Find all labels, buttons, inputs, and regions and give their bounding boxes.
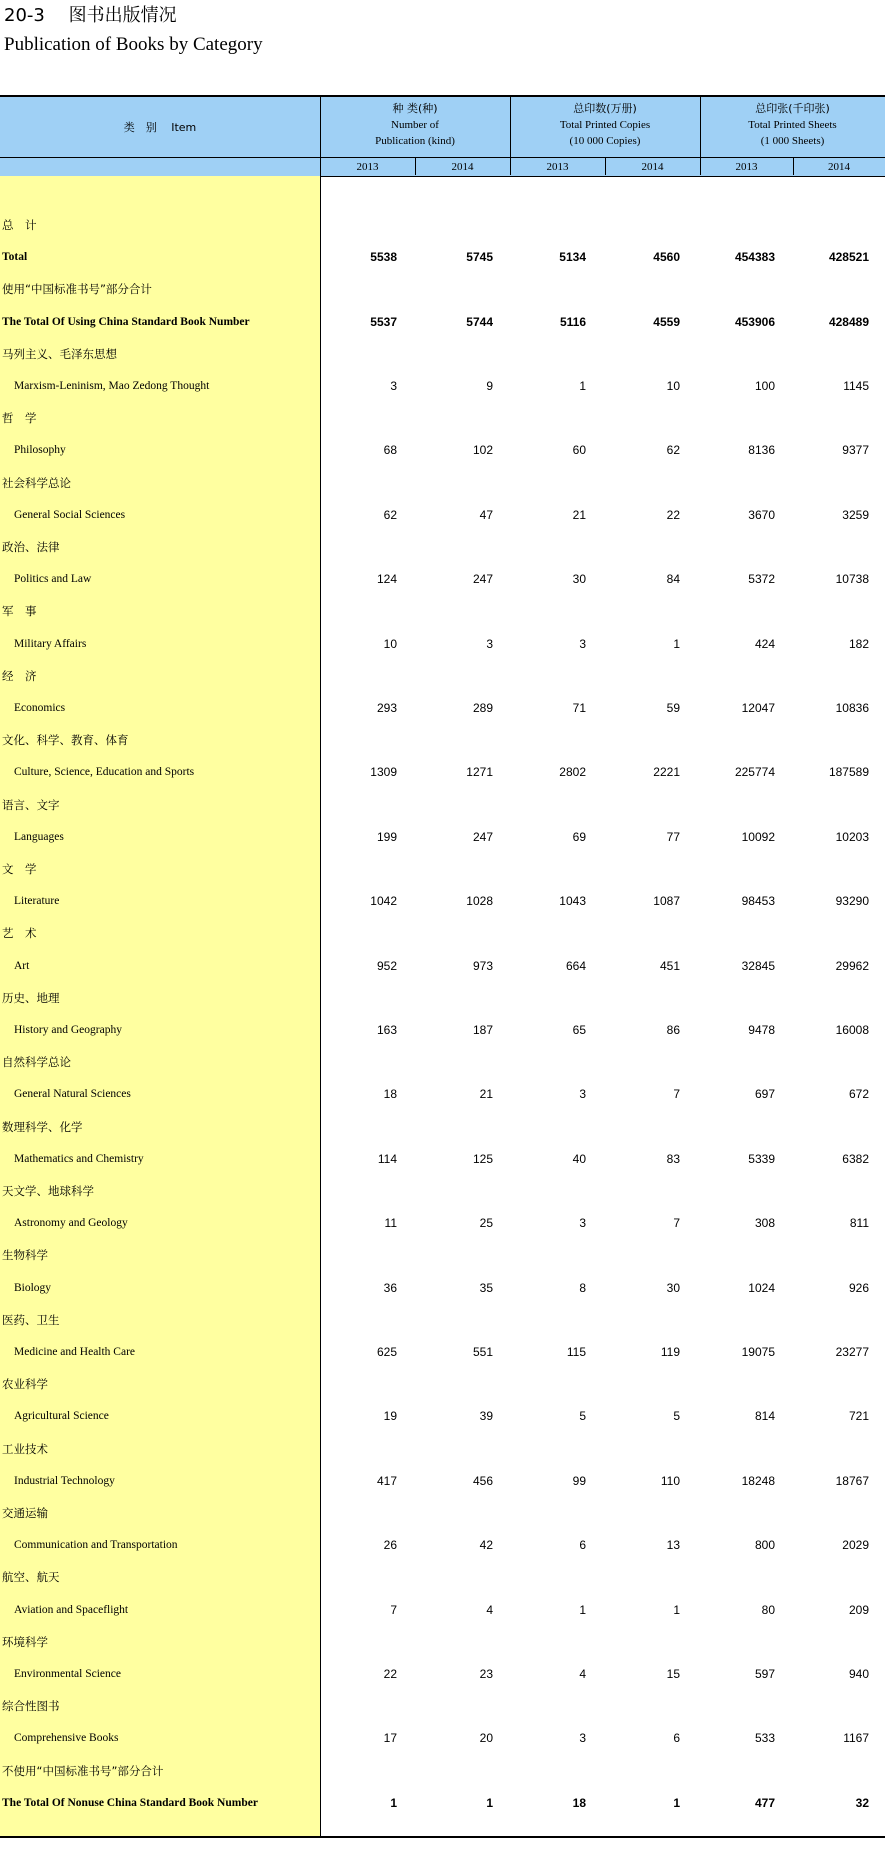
title-block: [4, 4, 263, 58]
table-row: [0, 982, 885, 1014]
row-label: Politics and Law: [14, 573, 92, 586]
cell-value: 125: [472, 1151, 493, 1166]
table-row: [0, 1304, 885, 1336]
table-row: [0, 1400, 885, 1432]
table-row: [0, 660, 885, 692]
cell-value: 59: [666, 701, 680, 715]
row-label: Mathematics and Chemistry: [14, 1152, 144, 1165]
cell-value: 551: [472, 1345, 493, 1359]
cell-value: 3: [390, 379, 397, 393]
cell-value: 19: [383, 1409, 397, 1424]
table-row: [0, 1272, 885, 1304]
row-label: Culture, Science, Education and Sports: [14, 766, 195, 779]
cell-value: 68: [383, 443, 397, 458]
cell-value: 5744: [466, 314, 493, 329]
cell-value: 9: [486, 379, 493, 393]
cell-value: 18767: [835, 1473, 869, 1488]
table-row: [0, 853, 885, 885]
cell-value: 1: [579, 379, 586, 393]
col-divider: [700, 97, 701, 175]
row-label: Aviation and Spaceflight: [14, 1603, 129, 1616]
cell-value: 9377: [842, 443, 869, 458]
table-row: [0, 1207, 885, 1239]
cell-value: 93290: [835, 894, 869, 909]
col-divider: [605, 157, 606, 175]
row-label: 农业科学: [2, 1377, 48, 1392]
row-label: 经 济: [2, 668, 37, 683]
cell-value: 5537: [370, 314, 397, 329]
table-row: [0, 1014, 885, 1046]
row-label: Literature: [14, 895, 60, 908]
table-row: [0, 950, 885, 982]
table-row: [0, 370, 885, 402]
cell-value: 3: [579, 636, 586, 651]
cell-value: 5116: [559, 314, 586, 329]
table-row: [0, 306, 885, 338]
cell-value: 4: [486, 1602, 493, 1617]
row-label: General Social Sciences: [14, 508, 126, 521]
cell-value: 428521: [828, 250, 869, 265]
row-label: 工业技术: [2, 1441, 48, 1456]
year-header: 2014: [828, 161, 850, 173]
cell-value: 163: [376, 1023, 397, 1037]
row-label: History and Geography: [14, 1024, 122, 1036]
cell-value: 428489: [828, 314, 869, 329]
cell-value: 417: [376, 1473, 397, 1488]
cell-value: 102: [472, 443, 493, 458]
row-label: 综合性图书: [2, 1699, 60, 1714]
row-label: The Total Of Using China Standard Book Number: [2, 315, 250, 328]
table-row: [0, 1722, 885, 1754]
row-label: 军 事: [2, 604, 37, 619]
cell-value: 477: [754, 1795, 775, 1810]
cell-value: 187: [472, 1023, 493, 1037]
cell-value: 811: [849, 1216, 869, 1231]
table-row: [0, 209, 885, 241]
cell-value: 3259: [842, 507, 869, 522]
row-label: 数理科学、化学: [2, 1119, 83, 1134]
table-row: [0, 1175, 885, 1207]
cell-value: 80: [761, 1602, 775, 1617]
row-label: 语言、文字: [2, 797, 60, 812]
item-header: 类 别 Item: [123, 121, 197, 134]
row-label: 生物科学: [2, 1248, 48, 1263]
table-row: [0, 1529, 885, 1561]
cell-value: 1: [579, 1602, 586, 1617]
cell-value: 119: [660, 1345, 680, 1359]
cell-value: 424: [754, 636, 775, 651]
cell-value: 36: [383, 1280, 397, 1295]
cell-value: 1043: [559, 894, 586, 909]
row-label: 不使用“中国标准书号”部分合计: [2, 1763, 164, 1778]
table-row: [0, 756, 885, 788]
cell-value: 182: [848, 636, 869, 651]
table-row: [0, 434, 885, 466]
table-row: [0, 885, 885, 917]
cell-value: 32845: [741, 958, 775, 973]
cell-value: 1167: [843, 1731, 869, 1746]
row-label: 使用“中国标准书号”部分合计: [2, 282, 152, 297]
table-row: [0, 1046, 885, 1078]
row-label: Industrial Technology: [14, 1474, 115, 1487]
table-row: [0, 789, 885, 821]
table-row: [0, 1594, 885, 1626]
cell-value: 115: [566, 1345, 586, 1359]
cell-value: 973: [472, 958, 493, 973]
cell-value: 4559: [653, 314, 680, 329]
year-header: 2013: [546, 161, 569, 173]
cell-value: 3670: [748, 507, 775, 522]
table-row: [0, 1111, 885, 1143]
cell-value: 60: [572, 443, 586, 458]
cell-value: 8136: [748, 443, 775, 458]
cell-value: 69: [572, 829, 586, 844]
cell-value: 5134: [559, 250, 586, 265]
cell-value: 1: [673, 1602, 680, 1617]
table-row: [0, 338, 885, 370]
cell-value: 800: [754, 1538, 775, 1553]
row-label: 历史、地理: [2, 990, 60, 1005]
table-row: [0, 628, 885, 660]
cell-value: 1024: [748, 1280, 775, 1295]
table-row: [0, 563, 885, 595]
year-header: 2013: [735, 161, 758, 173]
cell-value: 187589: [828, 765, 869, 780]
cell-value: 453906: [734, 314, 775, 329]
cell-value: 2802: [559, 765, 586, 780]
table-row: [0, 1658, 885, 1690]
cell-value: 12047: [741, 701, 775, 715]
row-label: 交通运输: [2, 1506, 48, 1520]
cell-value: 19075: [741, 1345, 775, 1359]
row-label: Art: [14, 959, 30, 972]
table-row: [0, 499, 885, 531]
table-row: [0, 1078, 885, 1110]
cell-value: 16008: [835, 1023, 869, 1037]
table-row: [0, 1755, 885, 1787]
cell-value: 456: [472, 1473, 493, 1488]
row-label: 医药、卫生: [2, 1312, 60, 1327]
cell-value: 926: [848, 1280, 869, 1295]
cell-value: 697: [754, 1087, 775, 1102]
table-row: [0, 821, 885, 853]
cell-value: 65: [572, 1023, 586, 1037]
cell-value: 18248: [741, 1473, 775, 1488]
cell-value: 625: [376, 1345, 397, 1359]
cell-value: 4: [579, 1667, 586, 1681]
cell-value: 940: [848, 1667, 869, 1681]
cell-value: 29962: [835, 958, 869, 973]
bottom-rule: [0, 1836, 885, 1838]
cell-value: 21: [572, 507, 586, 522]
cell-value: 4560: [653, 250, 680, 265]
cell-value: 952: [376, 958, 397, 973]
cell-value: 62: [383, 507, 397, 522]
table-row: [0, 241, 885, 273]
row-label: 艺 术: [2, 926, 37, 941]
cell-value: 100: [754, 379, 775, 393]
row-label: Environmental Science: [14, 1668, 121, 1680]
cell-value: 21: [479, 1087, 493, 1102]
cell-value: 5339: [748, 1151, 775, 1166]
cell-value: 9478: [748, 1023, 775, 1037]
cell-value: 23277: [835, 1345, 869, 1359]
row-label: 马列主义、毛泽东思想: [2, 346, 117, 361]
table-row: [0, 1239, 885, 1271]
table-row: [0, 1433, 885, 1465]
row-label: Languages: [14, 830, 64, 843]
table-row: [0, 1561, 885, 1593]
table-row: [0, 273, 885, 305]
cell-value: 597: [754, 1667, 775, 1681]
cell-value: 10: [383, 636, 397, 651]
row-label: Comprehensive Books: [14, 1732, 119, 1745]
cell-value: 6382: [842, 1151, 869, 1166]
cell-value: 77: [666, 829, 680, 844]
cell-value: 98453: [741, 894, 775, 909]
cell-value: 62: [666, 443, 680, 458]
cell-value: 10738: [835, 572, 869, 587]
cell-value: 1: [673, 636, 680, 651]
table-row: [0, 917, 885, 949]
cell-value: 293: [376, 701, 397, 715]
row-label: Total: [2, 251, 28, 264]
cell-value: 42: [479, 1538, 493, 1553]
cell-value: 83: [666, 1151, 680, 1166]
col-divider: [793, 157, 794, 175]
group-header-kinds: 种 类(种) Number of Publication (kind): [375, 102, 455, 147]
cell-value: 5: [579, 1409, 586, 1424]
cell-value: 2221: [653, 765, 680, 780]
cell-value: 5: [673, 1409, 680, 1424]
group-header-sheets: 总印张(千印张) Total Printed Sheets (1 000 Sheets): [748, 102, 837, 147]
cell-value: 40: [572, 1151, 586, 1166]
table-row: [0, 595, 885, 627]
row-label: 政治、法律: [2, 540, 60, 554]
cell-value: 30: [666, 1280, 680, 1295]
cell-value: 114: [377, 1151, 397, 1166]
cell-value: 86: [666, 1023, 680, 1037]
cell-value: 308: [754, 1216, 775, 1231]
row-label: 哲 学: [2, 411, 37, 426]
cell-value: 10092: [741, 829, 775, 844]
table-row: [0, 1368, 885, 1400]
cell-value: 7: [390, 1602, 397, 1617]
cell-value: 721: [848, 1409, 869, 1424]
cell-value: 7: [673, 1216, 680, 1231]
cell-value: 3: [486, 636, 493, 651]
table-row: [0, 531, 885, 563]
cell-value: 22: [666, 507, 680, 522]
cell-value: 209: [848, 1602, 869, 1617]
row-label: Military Affairs: [14, 637, 87, 650]
cell-value: 5372: [748, 572, 775, 587]
cell-value: 814: [754, 1409, 775, 1424]
cell-value: 17: [383, 1731, 397, 1746]
row-label: 天文学、地球科学: [2, 1184, 94, 1198]
table-row: [0, 1143, 885, 1175]
row-label: The Total Of Nonuse China Standard Book Number: [2, 1796, 258, 1809]
cell-value: 84: [666, 572, 680, 587]
cell-value: 47: [479, 507, 493, 522]
year-header: 2013: [356, 161, 379, 173]
cell-value: 6: [579, 1538, 586, 1553]
cell-value: 199: [376, 829, 397, 844]
cell-value: 15: [666, 1667, 680, 1681]
row-label: 社会科学总论: [2, 475, 71, 490]
row-label: 文 学: [2, 862, 37, 876]
cell-value: 25: [479, 1216, 493, 1231]
row-label: Medicine and Health Care: [14, 1346, 136, 1358]
cell-value: 124: [376, 572, 397, 587]
table-row: [0, 1787, 885, 1819]
cell-value: 22: [383, 1667, 397, 1681]
table-title-cn: 20-3 图书出版情况: [4, 5, 177, 26]
row-label: 自然科学总论: [2, 1055, 71, 1070]
table-row: [0, 467, 885, 499]
cell-value: 247: [472, 829, 493, 844]
row-label: Marxism-Leninism, Mao Zedong Thought: [14, 380, 210, 392]
cell-value: 1042: [370, 894, 397, 909]
cell-value: 32: [855, 1795, 869, 1810]
cell-value: 20: [479, 1731, 493, 1746]
row-label: Economics: [14, 702, 66, 714]
cell-value: 26: [383, 1538, 397, 1553]
row-label: Biology: [14, 1281, 52, 1294]
cell-value: 1145: [843, 379, 869, 393]
cell-value: 11: [384, 1216, 397, 1231]
cell-value: 454383: [734, 250, 775, 265]
cell-value: 23: [479, 1667, 493, 1681]
cell-value: 1: [486, 1795, 493, 1810]
table-title-en: Publication of Books by Category: [4, 34, 263, 55]
row-label: 文化、科学、教育、体育: [2, 733, 129, 748]
year-header: 2014: [641, 161, 664, 173]
cell-value: 225774: [734, 765, 775, 780]
cell-value: 35: [479, 1280, 493, 1295]
cell-value: 3: [579, 1087, 586, 1102]
table-row: [0, 1690, 885, 1722]
cell-value: 10203: [835, 829, 869, 844]
cell-value: 39: [479, 1409, 493, 1424]
cell-value: 1: [390, 1795, 397, 1810]
cell-value: 3: [579, 1216, 586, 1231]
year-header: 2014: [451, 161, 474, 173]
cell-value: 6: [673, 1731, 680, 1746]
table-row: [0, 1626, 885, 1658]
table-row: [0, 402, 885, 434]
cell-value: 1028: [466, 894, 493, 909]
table-row: [0, 692, 885, 724]
cell-value: 3: [579, 1731, 586, 1746]
cell-value: 664: [565, 958, 586, 973]
cell-value: 533: [754, 1731, 775, 1746]
cell-value: 1087: [653, 894, 680, 909]
table-row: [0, 1497, 885, 1529]
row-label: 环境科学: [2, 1634, 48, 1649]
cell-value: 30: [572, 572, 586, 587]
col-divider: [415, 157, 416, 175]
row-label: Astronomy and Geology: [14, 1217, 128, 1230]
cell-value: 10836: [835, 701, 869, 715]
cell-value: 5745: [466, 250, 493, 265]
cell-value: 99: [572, 1473, 586, 1488]
cell-value: 8: [579, 1280, 586, 1295]
cell-value: 247: [472, 572, 493, 587]
cell-value: 10: [666, 379, 680, 393]
table-row: [0, 1336, 885, 1368]
cell-value: 1271: [466, 765, 493, 780]
cell-value: 672: [848, 1087, 869, 1102]
cell-value: 451: [659, 958, 680, 973]
cell-value: 2029: [842, 1538, 869, 1553]
row-label: Communication and Transportation: [14, 1539, 178, 1552]
cell-value: 18: [572, 1795, 586, 1810]
cell-value: 289: [472, 701, 493, 715]
cell-value: 7: [673, 1087, 680, 1102]
row-label: General Natural Sciences: [14, 1088, 131, 1101]
table-row: [0, 1465, 885, 1497]
row-label: Philosophy: [14, 444, 66, 457]
cell-value: 71: [572, 701, 586, 715]
cell-value: 1309: [370, 765, 397, 780]
table-row: [0, 724, 885, 756]
cell-value: 1: [673, 1795, 680, 1810]
col-divider: [510, 97, 511, 175]
row-label: 总 计: [2, 218, 37, 232]
cell-value: 18: [383, 1087, 397, 1102]
group-header-copies: 总印数(万册) Total Printed Copies (10 000 Copies): [559, 102, 651, 147]
row-label: 航空、航天: [2, 1570, 60, 1585]
cell-value: 13: [666, 1538, 680, 1553]
cell-value: 110: [660, 1473, 680, 1488]
row-label: Agricultural Science: [14, 1410, 109, 1423]
cell-value: 5538: [370, 250, 397, 265]
